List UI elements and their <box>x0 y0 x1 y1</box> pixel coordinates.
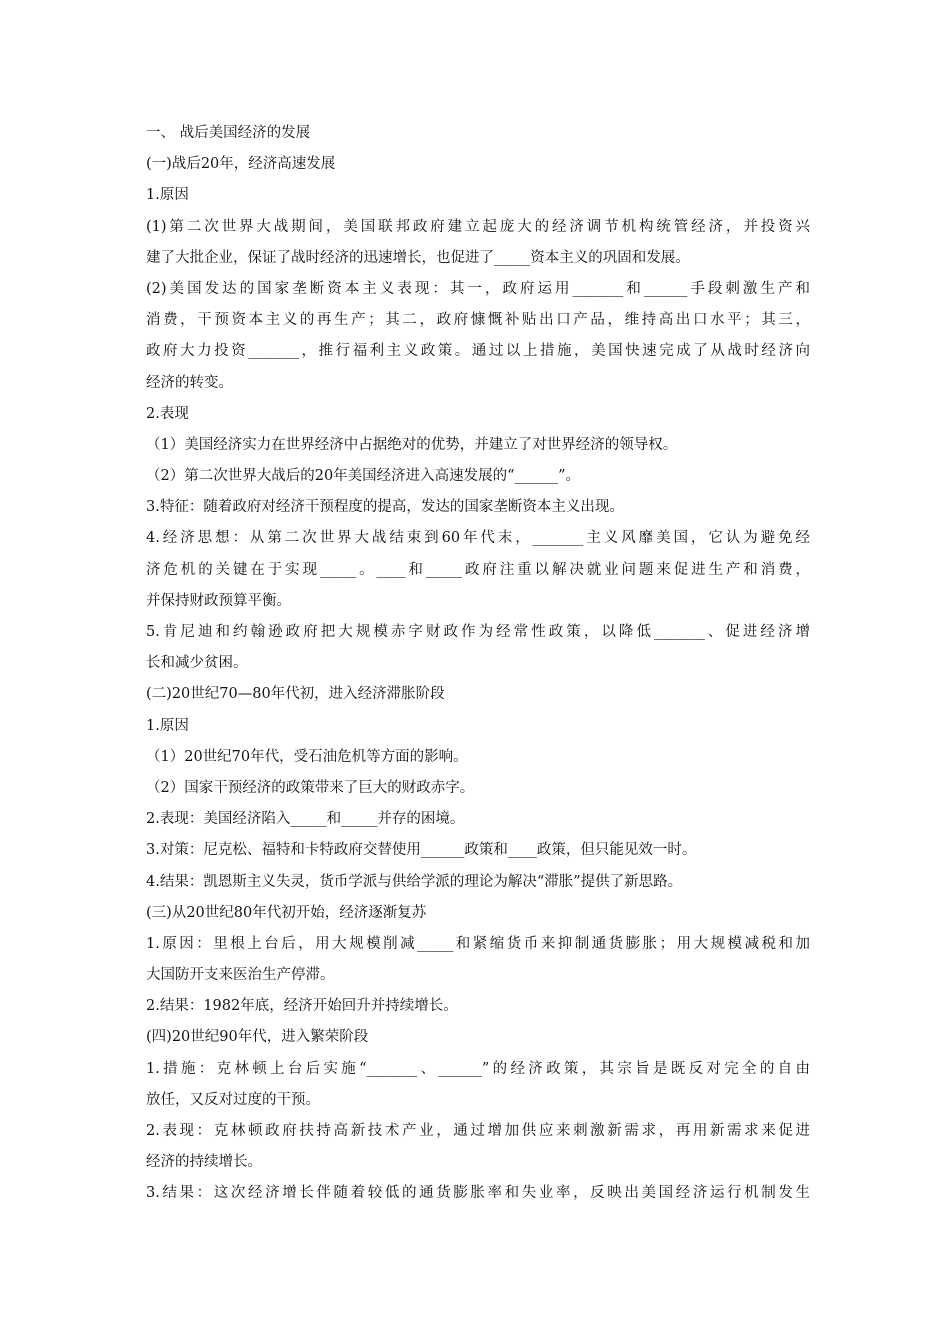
paragraph-line: 2.表现：克林顿政府扶持高新技术产业，通过增加供应来刺激新需求，再用新需求来促进 <box>146 1123 810 1139</box>
paragraph-line: 经济的持续增长。 <box>146 1154 262 1171</box>
item-heading: 1.原因 <box>146 717 189 734</box>
paragraph-line: 3.结果：这次经济增长伴随着较低的通货膨胀率和失业率，反映出美国经济运行机制发生 <box>146 1185 810 1202</box>
paragraph-line: 2.表现：美国经济陷入_____和_____并存的困境。 <box>146 811 465 828</box>
paragraph-line: （2）第二次世界大战后的20年美国经济进入高速发展的“______”。 <box>146 468 580 485</box>
item-heading: 1.原因 <box>146 187 189 204</box>
paragraph-line: （1）美国经济实力在世界经济中占据绝对的优势，并建立了对世界经济的领导权。 <box>146 436 678 453</box>
paragraph-line: 4.经济思想：从第二次世界大战结束到60年代末，_______主义风靡美国，它认为避免经 <box>146 530 810 547</box>
paragraph-line: 济危机的关键在于实现_____。____和_____政府注重以解决就业问题来促进生产和消费， <box>146 561 810 578</box>
paragraph-line: 2.结果：1982年底，经济开始回升并持续增长。 <box>146 998 458 1015</box>
paragraph-line: 消费，干预资本主义的再生产；其二，政府慷慨补贴出口产品，维持高出口水平；其三， <box>146 312 810 329</box>
paragraph-line: 政府大力投资_______，推行福利主义政策。通过以上措施，美国快速完成了从战时经济向 <box>146 343 810 360</box>
item-heading: 2.表现 <box>146 405 189 422</box>
paragraph-line: （1）20世纪70年代，受石油危机等方面的影响。 <box>146 748 468 765</box>
paragraph-line: （2）国家干预经济的政策带来了巨大的财政赤字。 <box>146 779 475 796</box>
paragraph-line: 3.对策：尼克松、福特和卡特政府交替使用______政策和____政策，但只能见效一时。 <box>146 842 697 859</box>
paragraph-line: 并保持财政预算平衡。 <box>146 592 291 609</box>
paragraph-line: 建了大批企业，保证了战时经济的迅速增长，也促进了_____资本主义的巩固和发展。 <box>146 249 690 266</box>
paragraph-line: 经济的转变。 <box>146 374 233 391</box>
paragraph-line: 1.措施：克林顿上台后实施“_______、______”的经济政策，其宗旨是既反对完全的自由 <box>146 1060 810 1077</box>
paragraph-line: 3.特征：随着政府对经济干预程度的提高，发达的国家垄断资本主义出现。 <box>146 499 624 516</box>
paragraph-line: 5.肯尼迪和约翰逊政府把大规模赤字财政作为经常性政策，以降低_______、促进经济增 <box>146 624 810 640</box>
paragraph-line: (2)美国发达的国家垄断资本主义表现：其一，政府运用_______和______手段刺激生产和 <box>146 280 810 297</box>
subsection-heading: (三)从20世纪80年代初开始，经济逐渐复苏 <box>146 904 427 921</box>
paragraph-line: 放任，又反对过度的干预。 <box>146 1091 320 1108</box>
paragraph-line: 1.原因：里根上台后，用大规模削减_____和紧缩货币来抑制通货膨胀；用大规模减税和加 <box>146 935 810 952</box>
document-page <box>146 118 810 1210</box>
subsection-heading: (二)20世纪70—80年代初，进入经济滞胀阶段 <box>146 686 445 703</box>
paragraph-line: (1)第二次世界大战期间，美国联邦政府建立起庞大的经济调节机构统管经济，并投资兴 <box>146 218 810 235</box>
section-heading: 一、 战后美国经济的发展 <box>146 125 311 141</box>
subsection-heading: (四)20世纪90年代，进入繁荣阶段 <box>146 1029 369 1046</box>
subsection-heading: (一)战后20年，经济高速发展 <box>146 156 336 173</box>
paragraph-line: 4.结果：凯恩斯主义失灵，货币学派与供给学派的理论为解决“滞胀”提供了新思路。 <box>146 873 683 890</box>
paragraph-line: 长和减少贫困。 <box>146 655 248 672</box>
paragraph-line: 大国防开支来医治生产停滞。 <box>146 967 335 984</box>
